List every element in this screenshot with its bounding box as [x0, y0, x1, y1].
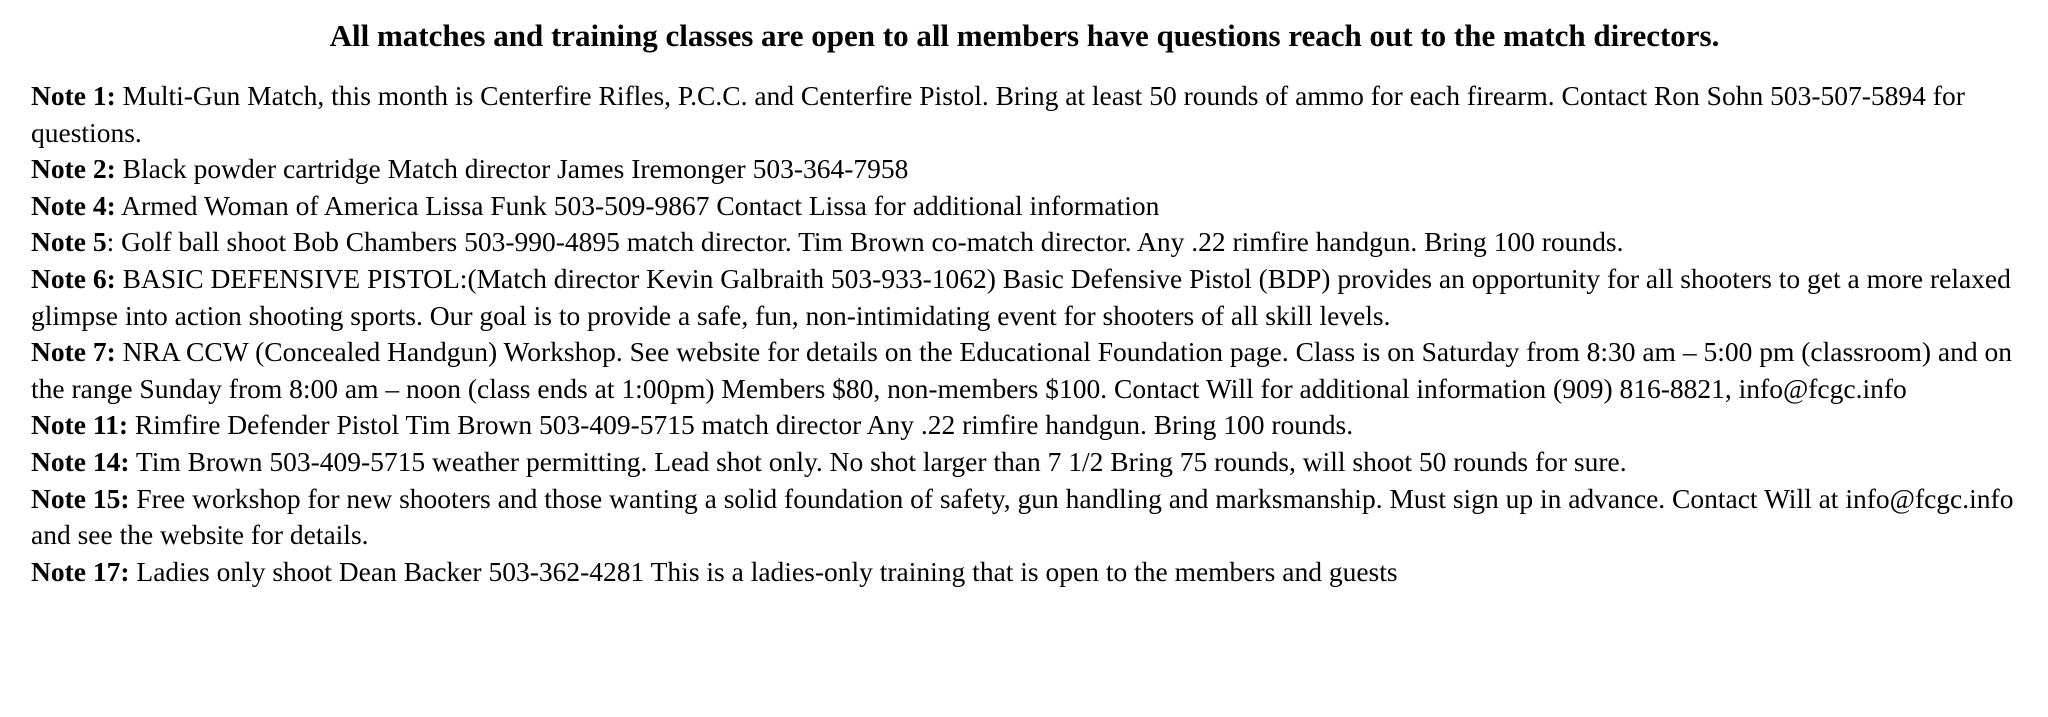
note-label: Note 17: — [31, 555, 130, 587]
note-6 — [31, 261, 2018, 334]
note-label: Note 2: — [31, 153, 116, 185]
notes-list — [31, 78, 2018, 590]
note-text: Black powder cartridge Match director James Iremonger 503-364-7958 — [115, 153, 909, 185]
note-2 — [31, 151, 2018, 188]
note-label: Note 15: — [31, 482, 130, 514]
note-text: Ladies only shoot Dean Backer 503-362-4281 This is a ladies-only training that is open to the members and guests — [129, 555, 1398, 587]
note-label: Note 11: — [31, 409, 128, 441]
note-5 — [31, 224, 2018, 261]
note-text: Multi-Gun Match, this month is Centerfire Rifles, P.C.C. and Centerfire Pistol. Bring at least 50 rounds of ammo for each firearm. Contact Ron Sohn 503-507-5894 for questions. — [31, 80, 1965, 148]
note-label: Note 4: — [31, 189, 116, 221]
note-label: Note 1: — [31, 80, 116, 111]
note-label: Note 6: — [31, 262, 116, 294]
note-text: Free workshop for new shooters and those wanting a solid foundation of safety, gun handling and marksmanship. Must sign up in advance. Contact Will at info@fcgc.info and see the website for details. — [31, 482, 2014, 551]
note-label: Note 7: — [31, 336, 116, 368]
note-text: Armed Woman of America Lissa Funk 503-509-9867 Contact Lissa for additional information — [115, 189, 1160, 221]
note-text: NRA CCW (Concealed Handgun) Workshop. See website for details on the Educational Foundation page. Class is on Saturday from 8:30 am – 5:00 pm (classroom) and on the range Sunday from 8:00 am – noon (class ends at 1:00pm) Members $80, non-members $100. Contact Will for additional information (909) 816-8821, info@fcgc.info — [31, 336, 2013, 404]
note-11 — [31, 407, 2018, 444]
note-text: BASIC DEFENSIVE PISTOL:(Match director Kevin Galbraith 503-933-1062) Basic Defensive Pistol (BDP) provides an opportunity for all shooters to get a more relaxed glimpse into action shooting sports. Our goal is to provide a safe, fun, non-intimidating event for shooters of all skill levels. — [31, 262, 2011, 331]
page-title: All matches and training classes are open to all members have questions reach out to the match directors. — [329, 18, 1720, 53]
note-text: Tim Brown 503-409-5715 weather permitting. Lead shot only. No shot larger than 7 1/2 Bring 75 rounds, will shoot 50 rounds for sure. — [129, 445, 1627, 477]
note-separator: : — [106, 226, 115, 258]
note-text: Rimfire Defender Pistol Tim Brown 503-409-5715 match director Any .22 rimfire handgun. Bring 100 rounds. — [128, 409, 1354, 441]
note-4 — [31, 188, 2018, 225]
note-label: Note 5 — [31, 226, 107, 258]
note-14 — [31, 444, 2018, 481]
note-1 — [31, 78, 2018, 151]
note-15 — [31, 481, 2018, 554]
note-label: Note 14: — [31, 445, 130, 477]
note-17 — [31, 554, 2018, 591]
note-7 — [31, 334, 2018, 407]
note-text: Golf ball shoot Bob Chambers 503-990-4895 match director. Tim Brown co-match director. Any .22 rimfire handgun. Bring 100 rounds. — [114, 226, 1624, 258]
